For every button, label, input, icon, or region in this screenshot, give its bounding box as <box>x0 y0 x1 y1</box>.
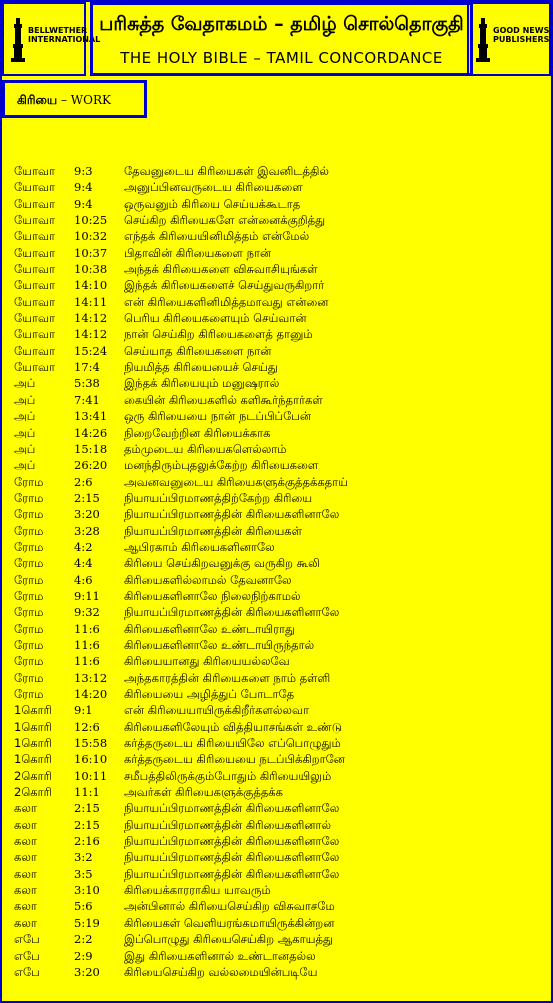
entry-text: ஆபிரகாம் கிரியைகளினாலே <box>124 539 275 554</box>
entry-text: அவர்கள் கிரியைகளுக்குத்தக்க <box>124 785 284 800</box>
word-english: WORK <box>70 93 111 107</box>
entry-reference: 17:4 <box>74 360 100 375</box>
entry-text: நியாயப்பிரமாணத்தின் கிரியைகளினால் <box>124 817 332 832</box>
entry-text: தேவனுடைய கிரியைகள் இவனிடத்தில் <box>124 164 329 178</box>
list-item <box>14 572 544 588</box>
tower-icon <box>10 18 26 62</box>
list-item <box>14 212 544 228</box>
entry-reference: 11:1 <box>74 785 100 800</box>
entry-reference: 10:37 <box>74 245 108 260</box>
concordance-list <box>14 163 544 980</box>
entry-text: கிரியைகள் வெளியரங்கமாயிருக்கின்றன <box>124 915 335 930</box>
entry-book: அப் <box>14 425 36 440</box>
entry-reference: 10:25 <box>74 213 108 228</box>
entry-text: நிறைவேற்றின கிரியைக்காக <box>124 425 271 440</box>
logo-right-text <box>493 26 549 44</box>
list-item <box>14 948 544 964</box>
entry-book: எபே <box>14 932 40 947</box>
list-item <box>14 490 544 506</box>
entry-text: கிரியைகளினாலே உண்டாயிராது <box>124 621 295 636</box>
entry-book: 1கொரி <box>14 736 52 751</box>
entry-text: இந்தக் கிரியைகளைச் செய்துவருகிறார் <box>124 278 325 293</box>
entry-text: அனுப்பினவருடைய கிரியைகளை <box>124 180 303 195</box>
entry-text: இந்தக் கிரியையும் மனுஷரால் <box>124 376 280 391</box>
entry-reference: 5:6 <box>74 899 93 914</box>
entry-text: நியாயப்பிரமாணத்தின் கிரியைகளினாலே <box>124 507 340 522</box>
list-item <box>14 898 544 914</box>
list-item <box>14 833 544 849</box>
entry-book: எபே <box>14 948 40 963</box>
list-item <box>14 441 544 457</box>
list-item <box>14 392 544 408</box>
entry-book: யோவா <box>14 245 56 260</box>
entry-text: கிரியையானது கிரியையல்லவே <box>124 654 290 669</box>
word-label <box>17 93 111 109</box>
entry-reference: 9:4 <box>74 196 93 211</box>
list-item <box>14 539 544 555</box>
list-item <box>14 653 544 669</box>
entry-text: கர்த்தருடைய கிரியையை நடப்பிக்கிறானே <box>124 752 345 767</box>
entry-reference: 2:16 <box>74 834 100 849</box>
list-item <box>14 604 544 620</box>
entry-book: ரோம <box>14 556 44 571</box>
entry-book: 1கொரி <box>14 719 52 734</box>
entry-book: ரோம <box>14 474 44 489</box>
entry-text: எந்தக் கிரியையினிமித்தம் என்மேல் <box>124 229 310 244</box>
entry-text: பிதாவின் கிரியைகளை நான் <box>124 245 272 260</box>
logo-right-line2: PUBLISHERS <box>493 35 550 44</box>
entry-book: ரோம <box>14 539 44 554</box>
entry-reference: 9:4 <box>74 180 93 195</box>
entry-book: கலா <box>14 817 37 832</box>
entry-reference: 13:41 <box>74 409 108 424</box>
entry-reference: 14:12 <box>74 311 108 326</box>
list-item <box>14 751 544 767</box>
entry-reference: 2:6 <box>74 474 93 489</box>
entry-book: யோவா <box>14 164 56 178</box>
entry-reference: 2:2 <box>74 932 93 947</box>
entry-reference: 3:20 <box>74 964 100 979</box>
title-english: THE HOLY BIBLE – TAMIL CONCORDANCE <box>120 49 443 67</box>
entry-text: நியாயப்பிரமாணத்தின் கிரியைகளினாலே <box>124 850 340 865</box>
entry-book: ரோம <box>14 605 44 620</box>
entry-book: யோவா <box>14 229 56 244</box>
entry-text: நியாயப்பிரமாணத்தின் கிரியைகளினாலே <box>124 605 340 620</box>
entry-reference: 2:15 <box>74 801 100 816</box>
entry-text: சமீபத்திலிருக்கும்போதும் கிரியையிலும் <box>124 768 332 783</box>
entry-text: நியாயப்பிரமாணத்தின் கிரியைகளினாலே <box>124 801 340 816</box>
list-item <box>14 915 544 931</box>
list-item <box>14 784 544 800</box>
entry-reference: 12:6 <box>74 719 100 734</box>
entry-text: கர்த்தருடைய கிரியையிலே எப்பொழுதும் <box>124 736 341 751</box>
entry-book: ரோம <box>14 687 44 701</box>
entry-book: அப் <box>14 392 36 407</box>
entry-book: ரோம <box>14 588 44 603</box>
entry-book: 2கொரி <box>14 768 52 783</box>
entry-book: 2கொரி <box>14 785 52 800</box>
entry-text: இப்பொழுது கிரியைசெய்கிற ஆகாயத்து <box>124 932 333 947</box>
list-item <box>14 768 544 784</box>
entry-book: யோவா <box>14 180 56 195</box>
entry-book: ரோம <box>14 490 44 505</box>
entry-book: அப் <box>14 441 36 456</box>
list-item <box>14 375 544 391</box>
entry-book: யோவா <box>14 262 56 277</box>
logo-right-line1: GOOD NEWS <box>493 26 550 35</box>
list-item <box>14 849 544 865</box>
word-separator: – <box>60 93 67 107</box>
bellwether-logo <box>2 2 101 76</box>
list-item <box>14 735 544 751</box>
entry-text: கிரியையை அழித்துப் போடாதே <box>124 687 295 701</box>
entry-text: அந்தக் கிரியைகளை விசுவாசியுங்கள் <box>124 262 318 277</box>
word-box <box>2 80 147 118</box>
entry-text: ஒரு கிரியையை நான் நடப்பிப்பேன் <box>124 409 311 424</box>
entry-reference: 10:32 <box>74 229 108 244</box>
list-item <box>14 310 544 326</box>
entry-book: 1கொரி <box>14 703 52 718</box>
entry-reference: 15:18 <box>74 441 108 456</box>
entry-text: நியமித்த கிரியையைச் செய்து <box>124 360 278 375</box>
list-item <box>14 866 544 882</box>
entry-reference: 15:24 <box>74 343 108 358</box>
entry-reference: 16:10 <box>74 752 108 767</box>
list-item <box>14 964 544 980</box>
list-item <box>14 196 544 212</box>
entry-book: ரோம <box>14 523 44 538</box>
entry-book: கலா <box>14 834 37 849</box>
list-item <box>14 474 544 490</box>
entry-book: அப் <box>14 409 36 424</box>
entry-reference: 9:1 <box>74 703 93 718</box>
entry-reference: 5:38 <box>74 376 100 391</box>
title-tamil: பரிசுத்த வேதாகமம் – தமிழ் சொல்தொகுதி <box>99 13 464 35</box>
entry-book: ரோம <box>14 637 44 652</box>
entry-reference: 4:2 <box>74 539 93 554</box>
entry-reference: 3:20 <box>74 507 100 522</box>
list-item <box>14 588 544 604</box>
entry-book: யோவா <box>14 360 56 375</box>
entry-reference: 9:3 <box>74 164 93 178</box>
entry-text: கிரியைசெய்கிற வல்லமையின்படியே <box>124 964 318 979</box>
entry-book: ரோம <box>14 621 44 636</box>
entry-book: கலா <box>14 801 37 816</box>
entry-reference: 10:11 <box>74 768 108 783</box>
entry-text: அவனவனுடைய கிரியைகளுக்குத்தக்கதாய் <box>124 474 349 489</box>
entry-text: நியாயப்பிரமாணத்தின் கிரியைகளினாலே <box>124 834 340 849</box>
list-item <box>14 245 544 261</box>
entry-book: ரோம <box>14 507 44 522</box>
logo-left-line1: BELLWETHER <box>28 26 88 35</box>
entry-text: பெரிய கிரியைகளையும் செய்வான் <box>124 311 307 326</box>
entry-text: ஒருவனும் கிரியை செய்யக்கூடாத <box>124 196 301 211</box>
entry-reference: 3:5 <box>74 866 93 881</box>
entry-reference: 5:19 <box>74 915 100 930</box>
entry-text: அந்தகாரத்தின் கிரியைகளை நாம் தள்ளி <box>124 670 331 685</box>
entry-book: ரோம <box>14 670 44 685</box>
entry-text: கிரியைகளினாலே உண்டாயிருந்தால் <box>124 637 315 652</box>
goodnews-logo <box>467 2 551 76</box>
entry-reference: 4:4 <box>74 556 93 571</box>
list-item <box>14 277 544 293</box>
list-item <box>14 555 544 571</box>
entry-reference: 14:26 <box>74 425 108 440</box>
entry-reference: 3:28 <box>74 523 100 538</box>
list-item <box>14 686 544 702</box>
entry-text: மனந்திரும்புதலுக்கேற்ற கிரியைகளை <box>124 458 319 473</box>
entry-reference: 2:15 <box>74 490 100 505</box>
logo-left-line2: INTERNATIONAL <box>28 35 101 44</box>
entry-reference: 11:6 <box>74 637 100 652</box>
entry-reference: 14:20 <box>74 687 108 701</box>
list-item <box>14 931 544 947</box>
entry-book: யோவா <box>14 343 56 358</box>
list-item <box>14 882 544 898</box>
list-item <box>14 359 544 375</box>
entry-text: நியாயப்பிரமாணத்திற்கேற்ற கிரியை <box>124 490 313 505</box>
entry-reference: 11:6 <box>74 621 100 636</box>
list-item <box>14 457 544 473</box>
entry-text: செய்கிற கிரியைகளே என்னைக்குறித்து <box>124 213 326 228</box>
entry-text: அன்பினால் கிரியைசெய்கிற விசுவாசமே <box>124 899 335 914</box>
list-item <box>14 343 544 359</box>
entry-text: கிரியைகளிலேயும் வித்தியாசங்கள் உண்டு <box>124 719 343 734</box>
entry-text: என் கிரியைகளினிமித்தமாவது என்னை <box>124 294 329 309</box>
entry-book: யோவா <box>14 213 56 228</box>
list-item <box>14 326 544 342</box>
entry-text: இது கிரியைகளினால் உண்டானதல்ல <box>124 948 316 963</box>
list-item <box>14 294 544 310</box>
entry-reference: 14:10 <box>74 278 108 293</box>
entry-reference: 2:15 <box>74 817 100 832</box>
list-item <box>14 179 544 195</box>
word-tamil: கிரியை <box>17 93 58 107</box>
entry-book: எபே <box>14 964 40 979</box>
list-item <box>14 163 544 179</box>
entry-book: கலா <box>14 899 37 914</box>
list-item <box>14 702 544 718</box>
list-item <box>14 408 544 424</box>
entry-reference: 14:11 <box>74 294 108 309</box>
entry-book: யோவா <box>14 196 56 211</box>
list-item <box>14 800 544 816</box>
entry-book: 1கொரி <box>14 752 52 767</box>
entry-book: கலா <box>14 915 37 930</box>
entry-text: என் கிரியையாயிருக்கிறீர்களல்லவா <box>124 703 309 718</box>
entry-reference: 13:12 <box>74 670 108 685</box>
entry-text: கிரியைகளினாலே நிலைநிற்காமல் <box>124 588 301 603</box>
list-item <box>14 719 544 735</box>
list-item <box>14 425 544 441</box>
entry-book: யோவா <box>14 294 56 309</box>
entry-reference: 3:10 <box>74 883 100 898</box>
entry-book: ரோம <box>14 654 44 669</box>
list-item <box>14 506 544 522</box>
entry-book: அப் <box>14 458 36 473</box>
list-item <box>14 621 544 637</box>
entry-text: செய்யாத கிரியைகளை நான் <box>124 343 272 358</box>
entry-book: கலா <box>14 883 37 898</box>
entry-reference: 2:9 <box>74 948 93 963</box>
entry-text: கையின் கிரியைகளில் களிகூர்ந்தார்கள் <box>124 392 323 407</box>
entry-reference: 7:41 <box>74 392 100 407</box>
entry-text: நியாயப்பிரமாணத்தின் கிரியைகள் <box>124 523 303 538</box>
entry-book: அப் <box>14 376 36 391</box>
entry-book: ரோம <box>14 572 44 587</box>
entry-text: கிரியைக்காரராகிய யாவரும் <box>124 883 271 898</box>
list-item <box>14 228 544 244</box>
entry-text: நான் செய்கிற கிரியைகளைத் தானும் <box>124 327 313 342</box>
entry-reference: 9:11 <box>74 588 100 603</box>
tower-icon <box>475 18 491 62</box>
entry-book: யோவா <box>14 327 56 342</box>
list-item <box>14 261 544 277</box>
title-box <box>90 2 473 76</box>
entry-text: தம்முடைய கிரியைகளெல்லாம் <box>124 441 287 456</box>
entry-reference: 26:20 <box>74 458 108 473</box>
entry-book: கலா <box>14 866 37 881</box>
entry-text: நியாயப்பிரமாணத்தின் கிரியைகளினாலே <box>124 866 340 881</box>
entry-reference: 15:58 <box>74 736 108 751</box>
entry-reference: 11:6 <box>74 654 100 669</box>
header <box>0 0 553 80</box>
entry-book: யோவா <box>14 311 56 326</box>
entry-book: கலா <box>14 850 37 865</box>
entry-reference: 10:38 <box>74 262 108 277</box>
entry-book: யோவா <box>14 278 56 293</box>
entry-reference: 9:32 <box>74 605 100 620</box>
entry-text: கிரியைகளில்லாமல் தேவனாலே <box>124 572 292 587</box>
entry-reference: 14:12 <box>74 327 108 342</box>
entry-reference: 4:6 <box>74 572 93 587</box>
list-item <box>14 637 544 653</box>
entry-reference: 3:2 <box>74 850 93 865</box>
list-item <box>14 523 544 539</box>
list-item <box>14 670 544 686</box>
list-item <box>14 817 544 833</box>
entry-text: கிரியை செய்கிறவனுக்கு வருகிற கூலி <box>124 556 320 571</box>
